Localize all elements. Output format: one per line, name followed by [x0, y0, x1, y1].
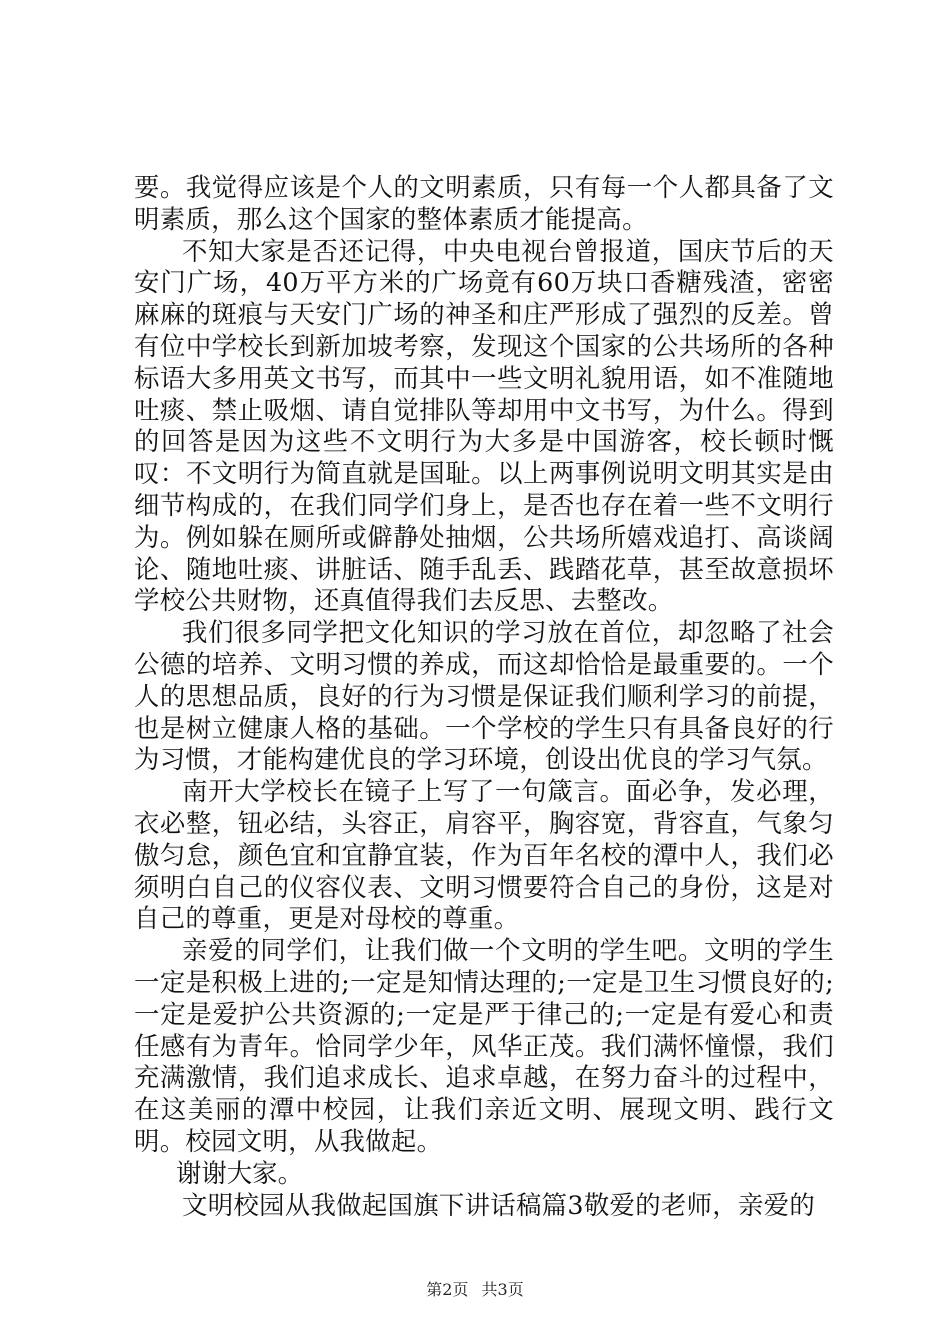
- closing-thanks: 谢谢大家。: [176, 1157, 303, 1188]
- page-number: 第2页: [426, 1280, 469, 1299]
- paragraph-call-to-action: 亲爱的同学们，让我们做一个文明的学生吧。文明的学生一定是积极上进的;一定是知情达理的;一定是卫生习惯良好的;一定是爱护公共资源的;一定是严于律己的;一定是有爱心和责任感有为青年。恰同学少年，风华正茂。我们满怀憧憬，我们充满激情，我们追求成长、追求卓越，在努力奋斗的过程中，在这美丽的潭中校园，让我们亲近文明、展现文明、践行文明。校园文明，从我做起。: [134, 935, 834, 1156]
- page-footer: [0, 1277, 950, 1300]
- paragraph-nankai-motto: 南开大学校长在镜子上写了一句箴言。面必争，发必理，衣必整，钮必结，头容正，肩容平，胸容宽，背容直，气象匀傲匀怠，颜色宜和宜静宜装，作为百年名校的潭中人，我们必须明白自己的仪容仪表、文明习惯要符合自己的身份，这是对自己的尊重，更是对母校的尊重。: [134, 776, 834, 934]
- paragraph-gum-example: 不知大家是否还记得，中央电视台曾报道，国庆节后的天安门广场，40万平方米的广场竟有60万块口香糖残渣，密密麻麻的斑痕与天安门广场的神圣和庄严形成了强烈的反差。曾有位中学校长到新加坡考察，发现这个国家的公共场所的各种标语大多用英文书写，而其中一些文明礼貌用语，如不准随地吐痰、禁止吸烟、请自觉排队等却用中文书写，为什么。得到的回答是因为这些不文明行为大多是中国游客，校长顿时慨叹：不文明行为简直就是国耻。以上两事例说明文明其实是由细节构成的，在我们同学们身上，是否也存在着一些不文明行为。例如躲在厕所或僻静处抽烟，公共场所嬉戏追打、高谈阔论、随地吐痰、讲脏话、随手乱丢、践踏花草，甚至故意损坏学校公共财物，还真值得我们去反思、去整改。: [134, 235, 834, 616]
- document-body: [134, 172, 834, 1221]
- paragraph-habits: 我们很多同学把文化知识的学习放在首位，却忽略了社会公德的培养、文明习惯的养成，而这却恰恰是最重要的。一个人的思想品质，良好的行为习惯是保证我们顺利学习的前提，也是树立健康人格的基础。一个学校的学生只有具备良好的行为习惯，才能构建优良的学习环境，创设出优良的学习气氛。: [134, 617, 834, 775]
- next-speech-heading: 文明校园从我做起国旗下讲话稿篇3敬爱的老师，亲爱的: [182, 1189, 816, 1220]
- page-total: 共3页: [481, 1280, 524, 1299]
- paragraph-continued: 要。我觉得应该是个人的文明素质，只有每一个人都具备了文明素质，那么这个国家的整体素质才能提高。: [134, 172, 834, 234]
